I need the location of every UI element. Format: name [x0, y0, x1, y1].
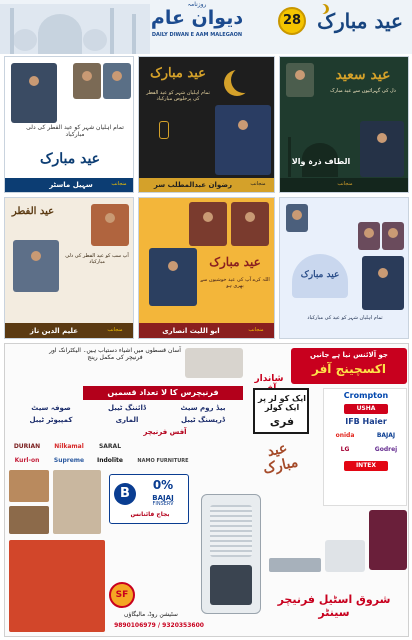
header-bar — [0, 0, 412, 54]
air-cooler-product — [201, 494, 261, 614]
furniture-photo — [53, 470, 101, 534]
greeting-tag: منجانب — [250, 181, 266, 187]
brand-logo: USHA — [344, 404, 388, 414]
portrait-photo — [13, 240, 59, 292]
greeting-tag: منجانب — [107, 327, 123, 333]
furniture-item: ڈائننگ ٹیبل — [107, 404, 147, 412]
greeting-heading: عید مبارک — [39, 151, 101, 167]
greeting-card-2 — [138, 56, 275, 193]
mosque-illustration-left — [0, 4, 150, 54]
cooler-vent — [210, 505, 252, 557]
sf-logo — [109, 582, 135, 608]
top-banner: جو آلائنس نیا ہے جانیں — [310, 351, 388, 359]
offer-title: اکسچینج آفر — [311, 362, 386, 376]
greeting-card-6 — [279, 197, 409, 339]
shop-address: سٹیشن روڈ، مالیگاؤں — [124, 611, 178, 618]
portrait-photo — [286, 204, 308, 232]
greeting-name: سہیل ماسٹر — [49, 181, 93, 189]
brand-logo: Indolite — [97, 457, 123, 464]
greeting-heading: عید الفطر — [11, 206, 55, 217]
greeting-heading: عید مبارک — [150, 66, 206, 81]
appliance-photo — [269, 558, 321, 572]
brand-logo: Kurl-on — [14, 457, 40, 464]
brand-logo: onida — [335, 432, 355, 439]
eid-calligraphy: عید مبارک — [261, 440, 300, 478]
bajaj-finserv-badge — [109, 474, 189, 524]
furniture-item: الماری — [115, 416, 139, 424]
logo-sub: DAILY DIWAN E AAM MALEGAON — [151, 32, 243, 38]
greeting-card-3 — [279, 56, 409, 193]
portrait-photo — [103, 63, 131, 99]
logo-urdu: دیوان عام — [150, 7, 244, 29]
name-strip — [5, 323, 134, 339]
bajaj-b-icon: B — [114, 483, 136, 505]
furniture-item: صوفہ سیٹ — [31, 404, 71, 412]
refrigerator-photo — [369, 510, 407, 570]
brand-logo: BAJAJ — [376, 432, 396, 439]
advertisement-panel — [4, 343, 409, 637]
bajaj-sub: FINSERV — [152, 501, 174, 507]
sf-logo-text: SF — [115, 590, 129, 600]
brand-logo: Supreme — [53, 457, 85, 464]
cooler-base — [210, 565, 252, 605]
portrait-photo — [189, 202, 227, 246]
shop-phone: 9890106979 / 9320353600 — [114, 622, 204, 629]
name-strip — [280, 178, 409, 193]
brand-logo: SARAL — [98, 443, 122, 450]
page-number-badge — [278, 7, 306, 35]
greeting-name: ابو اللیث انصاری — [162, 327, 220, 335]
bajaj-urdu: بجاج فائنانس — [130, 511, 170, 518]
bajaj-percent: 0% — [152, 478, 174, 492]
portrait-photo — [358, 222, 380, 250]
brand-logo: INTEX — [344, 461, 388, 471]
exchange-offer-banner — [291, 348, 407, 384]
furniture-photo — [9, 506, 49, 534]
ad-intro-text: آسان قسطوں میں اشیاء دستیاب ہیں۔ الیکٹرانک اور فرنیچر کی مکمل رینج — [49, 347, 181, 361]
newspaper-logo — [137, 2, 257, 42]
furniture-header-bar — [83, 386, 243, 400]
greeting-body: دل کی گہرائیوں سے عید مبارک — [330, 88, 396, 94]
grand-offer: شاندار — [254, 374, 284, 384]
portrait-photo — [73, 63, 101, 99]
greeting-card-4 — [4, 197, 134, 339]
greeting-heading: عید مبارک — [300, 270, 340, 280]
storefront-photo — [9, 540, 105, 632]
greeting-body: تمام اہلیان شہر کو عید کی مبارکباد — [307, 315, 383, 321]
offer-box — [253, 388, 309, 434]
greeting-body: تمام اہلیان شہر کو عید الفطر کی دلی مبارکباد — [26, 124, 124, 138]
portrait-photo — [149, 248, 197, 306]
greeting-body: آپ سب کو عید الفطر کی دلی مبارکباد — [65, 253, 129, 265]
furniture-item: بیڈ روم سیٹ — [180, 404, 226, 412]
name-strip — [5, 178, 134, 193]
portrait-photo — [382, 222, 404, 250]
portrait-photo — [286, 63, 314, 97]
logo-top-label: روزنامہ — [187, 1, 207, 8]
shop-name: شروق اسٹیل فرنیچر سینٹر — [277, 593, 391, 619]
furniture-item: ڈریسنگ ٹیبل — [181, 416, 225, 424]
bajaj-brand: BAJAJ — [152, 494, 174, 502]
greeting-heading: عید سعید — [335, 67, 391, 83]
brand-logo: LG — [340, 446, 350, 453]
brand-logo: Godrej — [374, 446, 398, 453]
greeting-tag: منجانب — [337, 181, 353, 187]
brand-logo: NAMO FURNITURE — [137, 458, 189, 464]
brand-logo: DURIAN — [13, 443, 41, 450]
portrait-photo — [231, 202, 269, 246]
offer-line1: ایک کو لر پر ایک کولر — [258, 394, 306, 413]
appliance-brands-panel — [323, 388, 407, 506]
greeting-name: الطاف ذرہ والا — [291, 157, 351, 166]
furniture-header: فرنیچرس کا لا تعداد قسمیں — [107, 388, 219, 397]
greeting-body: تمام اہلیان شہر کو عید الفطر کی پرخلوص مبارکباد — [146, 90, 210, 102]
washing-machine-photo — [325, 540, 365, 572]
portrait-photo — [360, 121, 404, 177]
page-number: 28 — [282, 13, 302, 28]
brand-logo: IFB Haier — [345, 417, 387, 426]
portrait-photo — [362, 256, 404, 310]
greeting-name: رضوان عبدالمطلب سر — [153, 181, 233, 189]
greeting-body: اللہ کرے آپ کی عید خوشیوں سے بھری ہو — [200, 277, 270, 289]
greeting-tag: منجانب — [248, 327, 264, 333]
portrait-photo — [91, 204, 129, 246]
crescent-moon-icon — [231, 67, 257, 93]
portrait-photo — [215, 105, 271, 175]
brand-logo: Crompton — [343, 391, 389, 400]
eid-title: عید مبارک — [317, 9, 403, 33]
brand-logo: Nilkamal — [54, 443, 84, 450]
more-text: آفس فرنیچر — [143, 428, 187, 436]
furniture-item: کمپیوٹر ٹیبل — [29, 416, 73, 424]
dining-set-photo — [185, 348, 243, 378]
offer-line2: فری — [269, 415, 295, 428]
lantern-icon — [159, 121, 169, 139]
greeting-card-5 — [138, 197, 275, 339]
greeting-name: علیم الدین ناز — [29, 327, 79, 335]
name-strip — [139, 178, 275, 193]
greeting-tag: منجانب — [111, 181, 127, 187]
portrait-photo — [11, 63, 57, 123]
crescent-icon — [316, 4, 326, 14]
furniture-photo — [9, 470, 49, 502]
greeting-heading: عید مبارک — [209, 255, 261, 269]
name-strip — [139, 323, 275, 339]
greeting-card-1 — [4, 56, 134, 193]
